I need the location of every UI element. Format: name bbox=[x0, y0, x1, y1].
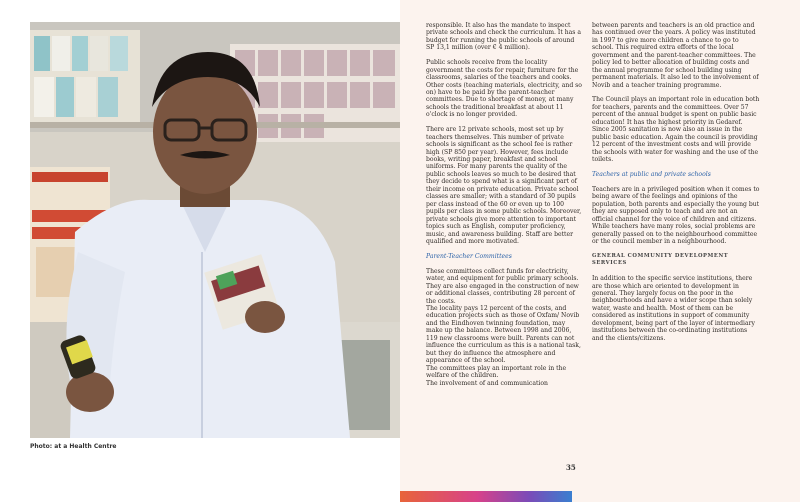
paragraph: In addition to the specific service institutions, there are those which are oriented to development in general. They largely focus on the poor in the neighbourhoods and have a wider scope than solely water, waste and health. Most of them can be considered as institutions in support of community development, being part of the layer of intermediary institutions between the co-ordinating institutions and the clients/citizens. bbox=[592, 275, 755, 342]
paragraph: Public schools receive from the locality government the costs for repair, furniture for the classrooms, salaries of the teachers and cooks. Other costs (teaching materials, electricity, and so on) have to be paid by the parent-teacher committees. Due to shortage of money, at many schools the traditional breakfast at about 11 o'clock is no longer provided. bbox=[426, 59, 582, 119]
text-column-right bbox=[592, 22, 760, 350]
photo-caption: Photo: at a Health Centre bbox=[30, 443, 117, 450]
health-centre-photo bbox=[30, 22, 400, 438]
page-number: 35 bbox=[566, 463, 576, 472]
section-subheading: Teachers at public and private schools bbox=[592, 170, 711, 178]
section-subheading: Parent-Teacher Committees bbox=[426, 252, 512, 260]
paragraph: The locality pays 12 percent of the costs, and education projects such as those of Oxfam/ Novib and the Eindhoven twinning foundation, may make up the balance. Between 1998 and 2006, 119 new classrooms were built. Parents can not influence the curriculum as this is a national task, but they do influence the atmosphere and appearance of the school. bbox=[426, 304, 581, 365]
paragraph: There are 12 private schools, most set up by teachers themselves. This number of private schools is significant as the school fee is rather high (SP 850 per year). However, fees include books, writing paper, breakfast and school uniforms. For many parents the quality of the public schools leaves so much to be desired that they decide to spend what is a significant part of their income on private education. Private school classes are smaller; with a standard of 30 pupils per class instead of the 60 or even up to 100 pupils per class in some public schools. Moreover, private schools give more attention to important topics such as English, computer proficiency, music, and awareness building. Staff are better qualified and more motivated. bbox=[426, 126, 582, 246]
paragraph: The Council plays an important role in education both for teachers, parents and the committees. Over 57 percent of the annual budget is spent on public basic education! It has the highest priority in Gedaref. Since 2005 sanitation is now also an issue in the public basic education. Again the council is providing 12 percent of the investment costs and will provide the schools with water for washing and the use of the toilets. bbox=[592, 96, 760, 164]
paragraph: The committees play an important role in the welfare of the children. bbox=[426, 364, 567, 380]
paragraph: The involvement of and communication bbox=[426, 379, 548, 387]
paragraph: These committees collect funds for electricity, water, and equipment for public primary schools. They are also engaged in the construction of new or additional classes, contributing 28 percent of the costs. bbox=[426, 267, 579, 305]
decorative-color-bar bbox=[400, 491, 572, 502]
section-heading: GENERAL COMMUNITY DEVELOPMENT SERVICES bbox=[592, 252, 729, 267]
paragraph: between parents and teachers is an old practice and has continued over the years. A policy was instituted in 1997 to give more children a chance to go to school. This required extra efforts of the local government and the parent-teacher committees. The policy led to better allocation of building costs and the annual programme for school building using permanent materials. It also led to the involvement of Novib and a teacher training programme. bbox=[592, 22, 759, 89]
paragraph: responsible. It also has the mandate to inspect private schools and check the curriculum. It has a budget for running the public schools of around SP 13,1 million (over € 4 million). bbox=[426, 22, 581, 52]
text-column-left bbox=[426, 22, 582, 387]
paragraph: Teachers are in a privileged position when it comes to being aware of the feelings and opinions of the population, both parents and especially the young but they are supposed only to teach and are not an official channel for the voice of children and citizens. While teachers have many roles, social problems are generally passed on to the neighbourhood committee or the council member in a neighbourhood. bbox=[592, 185, 760, 245]
